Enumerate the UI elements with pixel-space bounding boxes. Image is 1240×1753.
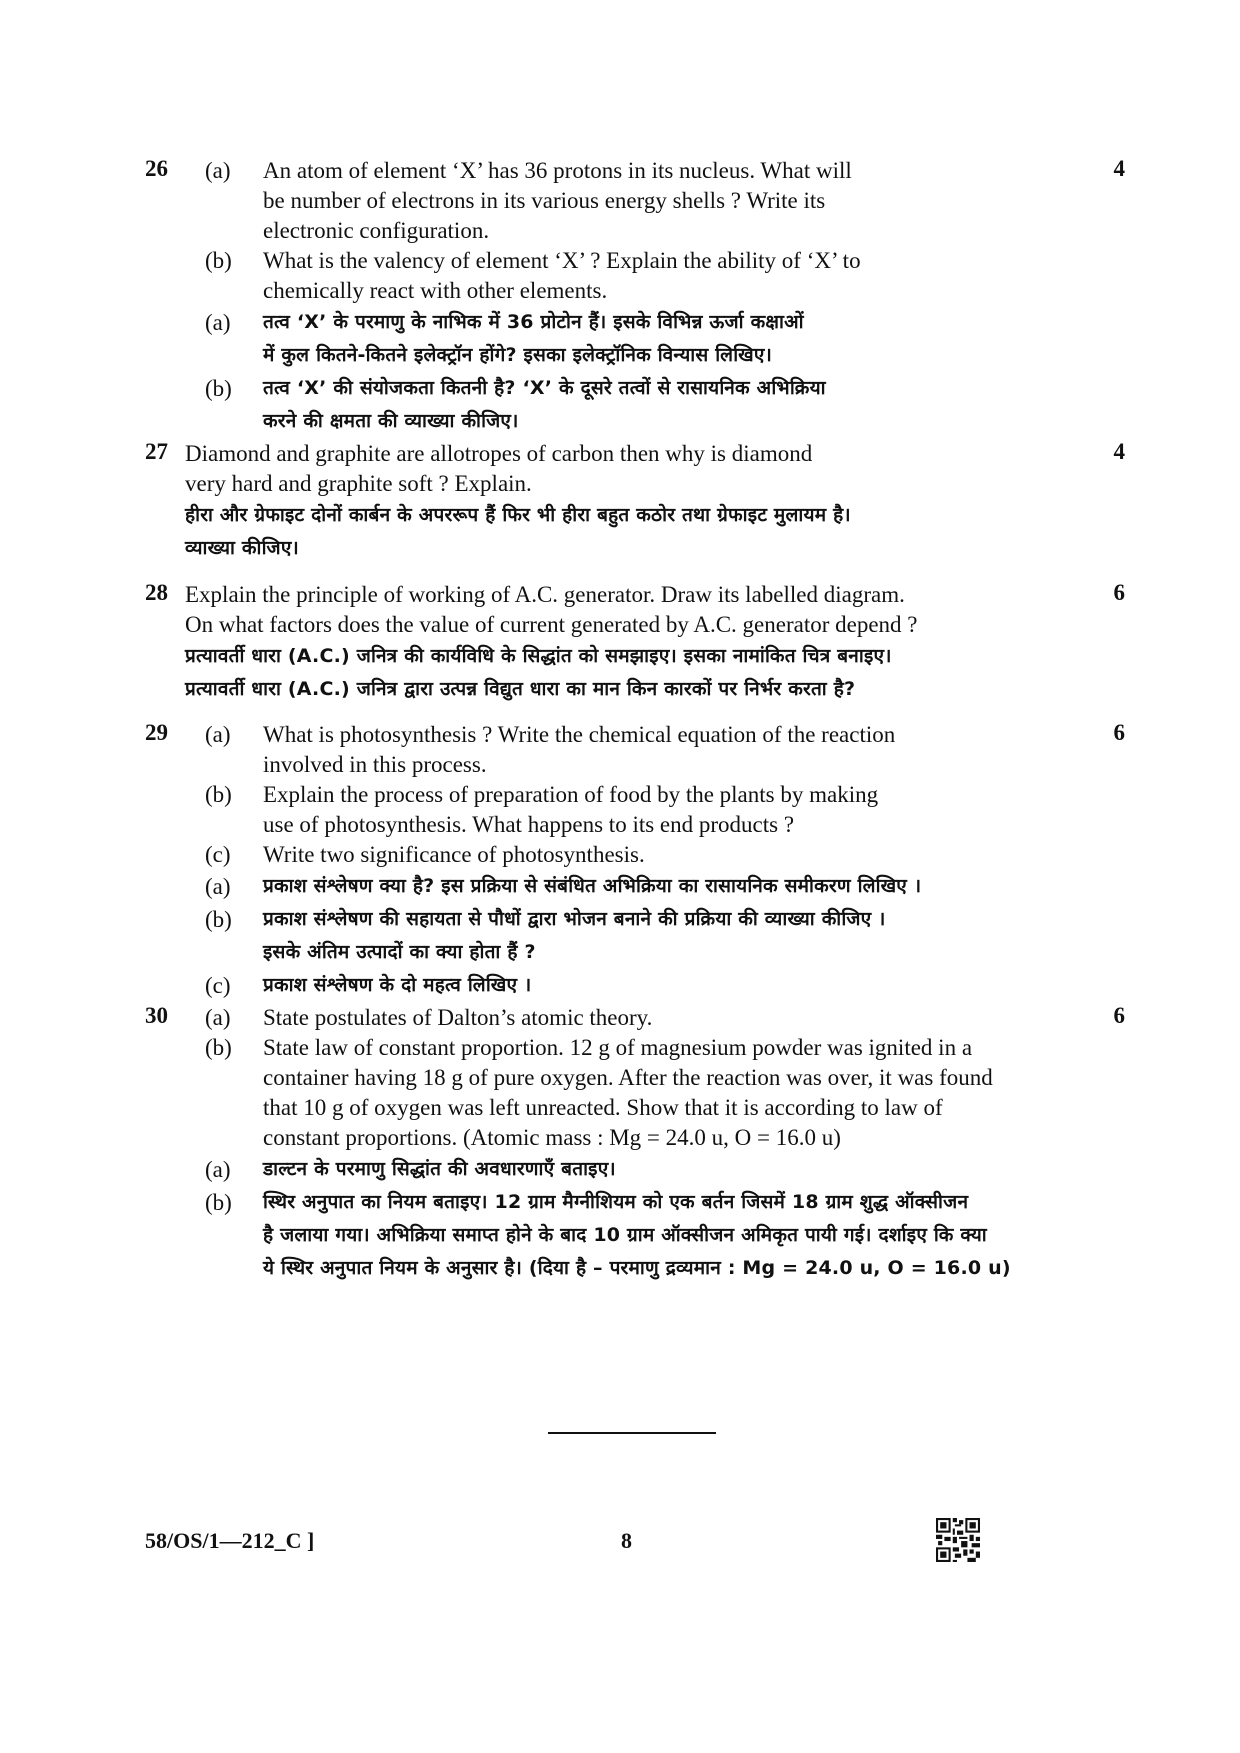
hindi-part (205, 969, 1075, 1002)
text-line: प्रत्यावर्ती धारा (A.C.) जनित्र द्वारा उत्पन्न विद्युत धारा का मान किन कारकों पर निर्भर करता है? (185, 678, 856, 700)
part-label: (c) (205, 842, 231, 867)
question-body (205, 1003, 1075, 1285)
text-line: प्रकाश संश्लेषण क्या है? इस प्रक्रिया से संबंधित अभिक्रिया का रासायनिक समीकरण लिखिए । (263, 875, 922, 897)
page-number: 8 (621, 1528, 632, 1553)
text-line: What is the valency of element ‘X’ ? Explain the ability of ‘X’ to (263, 248, 861, 273)
hindi-part (185, 499, 1055, 565)
question-marks: 4 (1113, 439, 1125, 464)
hindi-part (205, 870, 1075, 903)
text-line: Explain the principle of working of A.C. generator. Draw its labelled diagram. (185, 582, 905, 607)
part-label: (a) (205, 1005, 231, 1030)
english-part (205, 780, 1075, 840)
hindi-part (205, 903, 1075, 969)
part-label: (a) (205, 722, 231, 747)
part-label: (a) (205, 310, 231, 335)
text-line: container having 18 g of pure oxygen. After the reaction was over, it was found (263, 1065, 993, 1090)
question-number: 26 (145, 156, 168, 181)
part-label: (a) (205, 158, 231, 183)
text-line: प्रकाश संश्लेषण की सहायता से पौधों द्वारा भोजन बनाने की प्रक्रिया की व्याख्या कीजिए । (263, 908, 886, 930)
text-line: electronic configuration. (263, 218, 490, 243)
text-line: करने की क्षमता की व्याख्या कीजिए। (263, 410, 519, 432)
question-body (205, 156, 1075, 438)
text-line: use of photosynthesis. What happens to its end products ? (263, 812, 795, 837)
text-line: प्रत्यावर्ती धारा (A.C.) जनित्र की कार्यविधि के सिद्धांत को समझाइए। इसका नामांकित चित्र बनाइए। (185, 645, 892, 667)
text-line: इसके अंतिम उत्पादों का क्या होता हैं ? (263, 941, 536, 963)
part-label: (b) (205, 1190, 232, 1215)
text-line: Diamond and graphite are allotropes of carbon then why is diamond (185, 441, 813, 466)
english-part (205, 720, 1075, 780)
english-part (205, 1003, 1075, 1033)
hindi-part (205, 306, 1075, 372)
question-number: 30 (145, 1003, 168, 1028)
part-label: (b) (205, 782, 232, 807)
english-part (185, 580, 1055, 640)
english-part (185, 439, 1055, 499)
hindi-part (205, 372, 1075, 438)
text-line: Write two significance of photosynthesis. (263, 842, 645, 867)
question-number: 27 (145, 439, 168, 464)
hindi-part (205, 1153, 1075, 1186)
english-part (205, 246, 1075, 306)
text-line: constant proportions. (Atomic mass : Mg = 24.0 u, O = 16.0 u) (263, 1125, 841, 1150)
text-line: हीरा और ग्रेफाइट दोनों कार्बन के अपररूप हैं फिर भी हीरा बहुत कठोर तथा ग्रेफाइट मुलायम है। (185, 504, 851, 526)
question-marks: 6 (1113, 580, 1125, 605)
text-line: What is photosynthesis ? Write the chemical equation of the reaction (263, 722, 896, 747)
text-line: involved in this process. (263, 752, 487, 777)
text-line: डाल्टन के परमाणु सिद्धांत की अवधारणाएँ बताइए। (263, 1158, 616, 1180)
part-label: (b) (205, 1035, 232, 1060)
qr-code-icon (936, 1518, 980, 1562)
question-body (205, 720, 1075, 1002)
text-line: chemically react with other elements. (263, 278, 608, 303)
part-label: (a) (205, 874, 231, 899)
question-number: 29 (145, 720, 168, 745)
hindi-part (185, 640, 1055, 706)
text-line: तत्व ‘X’ के परमाणु के नाभिक में 36 प्रोटोन हैं। इसके विभिन्न ऊर्जा कक्षाओं (263, 311, 804, 333)
text-line: very hard and graphite soft ? Explain. (185, 471, 532, 496)
text-line: में कुल कितने-कितने इलेक्ट्रॉन होंगे? इसका इलेक्ट्रॉनिक विन्यास लिखिए। (263, 344, 773, 366)
part-label: (b) (205, 248, 232, 273)
question-marks: 6 (1113, 1003, 1125, 1028)
question-body (185, 439, 1055, 565)
question-marks: 6 (1113, 720, 1125, 745)
part-label: (b) (205, 376, 232, 401)
part-label: (b) (205, 907, 232, 932)
question-marks: 4 (1113, 156, 1125, 181)
text-line: Explain the process of preparation of food by the plants by making (263, 782, 879, 807)
english-part (205, 840, 1075, 870)
end-separator (548, 1432, 716, 1434)
part-label: (c) (205, 973, 231, 998)
text-line: व्याख्या कीजिए। (185, 537, 299, 559)
text-line: be number of electrons in its various energy shells ? Write its (263, 188, 826, 213)
text-line: स्थिर अनुपात का नियम बताइए। 12 ग्राम मैग्नीशियम को एक बर्तन जिसमें 18 ग्राम शुद्ध ऑक्सीजन (263, 1191, 969, 1213)
text-line: तत्व ‘X’ की संयोजकता कितनी है? ‘X’ के दूसरे तत्वों से रासायनिक अभिक्रिया (263, 377, 826, 399)
text-line: State law of constant proportion. 12 g of magnesium powder was ignited in a (263, 1035, 973, 1060)
text-line: On what factors does the value of current generated by A.C. generator depend ? (185, 612, 918, 637)
question-body (185, 580, 1055, 706)
text-line: है जलाया गया। अभिक्रिया समाप्त होने के बाद 10 ग्राम ऑक्सीजन अमिकृत पायी गई। दर्शाइए कि क्या (263, 1224, 987, 1246)
text-line: State postulates of Dalton’s atomic theory. (263, 1005, 653, 1030)
part-label: (a) (205, 1157, 231, 1182)
text-line: प्रकाश संश्लेषण के दो महत्व लिखिए । (263, 974, 532, 996)
english-part (205, 1033, 1075, 1153)
hindi-part (205, 1186, 1075, 1285)
paper-code: 58/OS/1—212_C ] (145, 1528, 315, 1553)
text-line: that 10 g of oxygen was left unreacted. Show that it is according to law of (263, 1095, 943, 1120)
english-part (205, 156, 1075, 246)
question-number: 28 (145, 580, 168, 605)
text-line: ये स्थिर अनुपात नियम के अनुसार है। (दिया है – परमाणु द्रव्यमान : Mg = 24.0 u, O = 16.0 u) (263, 1257, 1011, 1279)
text-line: An atom of element ‘X’ has 36 protons in its nucleus. What will (263, 158, 852, 183)
